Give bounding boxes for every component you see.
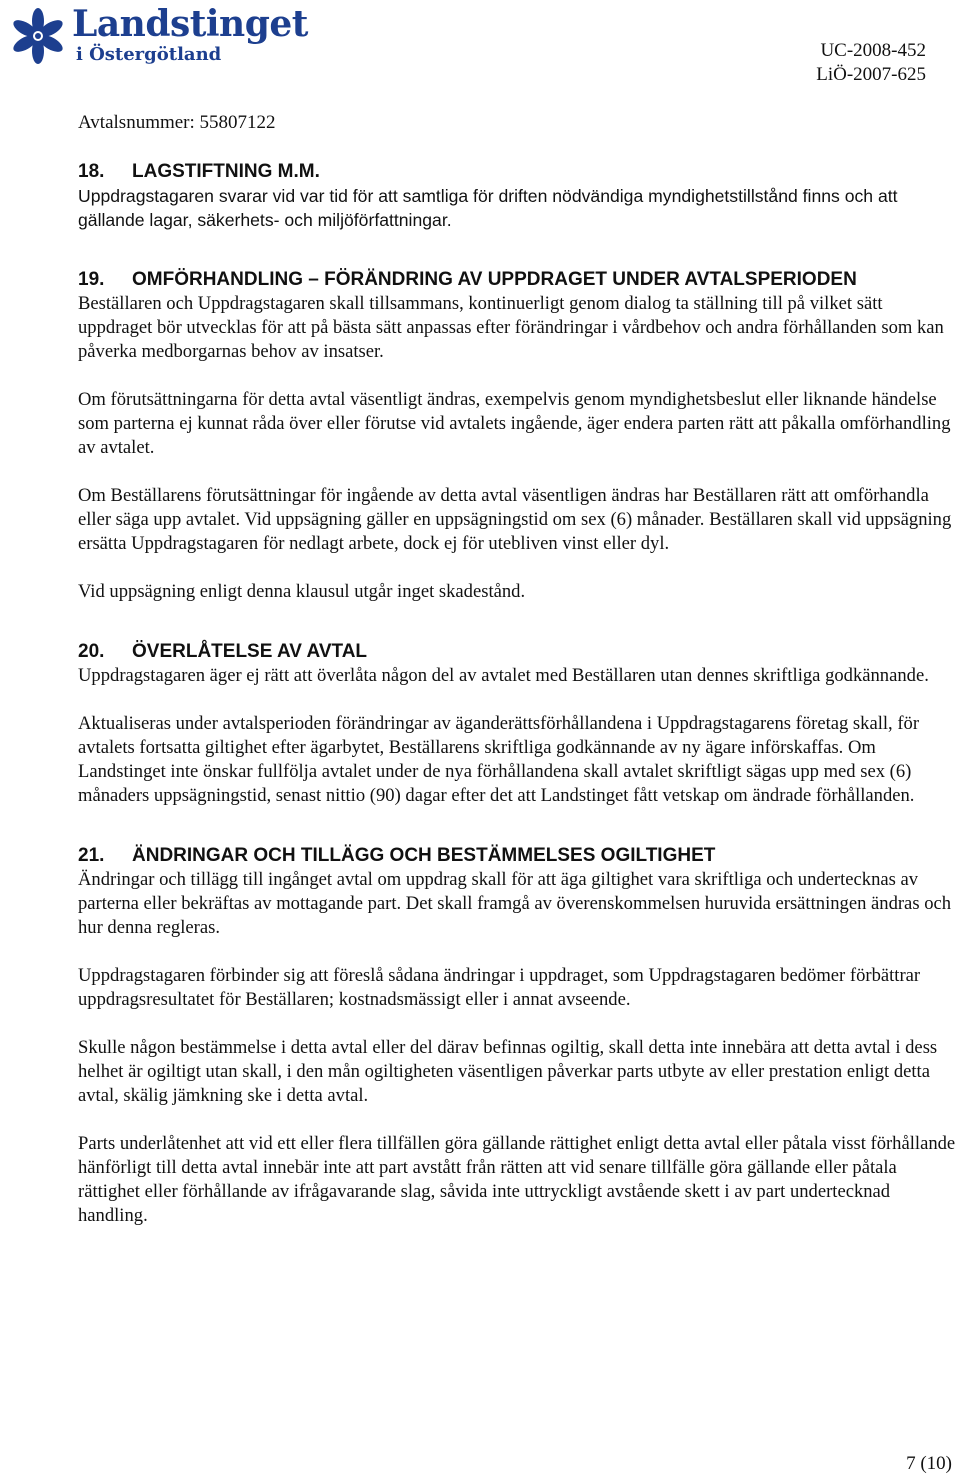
section-heading — [78, 160, 958, 184]
logo-subtext: i Östergötland — [76, 44, 222, 65]
section-number: 18. — [78, 161, 105, 182]
reference-number-2: LiÖ-2007-625 — [816, 64, 926, 85]
reference-number-1: UC-2008-452 — [820, 40, 926, 61]
paragraph: Aktualiseras under avtalsperioden förändringar av äganderättsförhållandena i Uppdragstagarens företag skall, för avtalets fortsatta giltighet efter ägarbytet, Beställarens skriftliga godkännande av ny ägare införskaffas. Om Landstinget inte önskar fullfölja avtalet under de nya förhållandena skall avtalet skriftligt sägas upp med sex (6) månaders uppsägningstid, senast nittio (90) dagar efter det att Landstinget fått vetskap om ändrade förhållanden. — [78, 713, 920, 806]
section-20 — [78, 640, 958, 808]
section-title: ÖVERLÅTELSE AV AVTAL — [132, 641, 368, 662]
paragraph: Ändringar och tillägg till ingånget avtal om uppdrag skall för att äga giltighet vara skriftliga och undertecknas av parterna eller bekräftas av mottagande part. Det skall framgå av överenskommelsen huruvida ersättningen ändras och hur denna regleras. — [78, 869, 952, 938]
paragraph: Vid uppsägning enligt denna klausul utgår inget skadestånd. — [78, 581, 526, 602]
section-heading — [78, 844, 958, 868]
section-number: 21. — [78, 845, 105, 866]
paragraph: Uppdragstagaren förbinder sig att föreslå sådana ändringar i uppdraget, som Uppdragstagaren bedömer förbättrar uppdragsresultatet för Beställaren; kostnadsmässigt eller i annat avseende. — [78, 965, 921, 1010]
paragraph: Skulle någon bestämmelse i detta avtal eller del därav befinnas ogiltig, skall detta inte innebära att detta avtal i dess helhet är ogiltigt utan skall, i den mån ogiltigheten väsentligen påverkar parts utbyte av eller prestation enligt detta avtal, skälig jämkning ske i detta avtal. — [78, 1037, 938, 1106]
section-number: 20. — [78, 641, 105, 662]
section-number: 19. — [78, 269, 105, 290]
section-18 — [78, 160, 958, 232]
section-title: OMFÖRHANDLING – FÖRÄNDRING AV UPPDRAGET UNDER AVTALSPERIODEN — [132, 269, 857, 290]
page-header — [0, 0, 960, 140]
paragraph: Parts underlåtenhet att vid ett eller flera tillfällen göra gällande rättighet enligt detta avtal eller påtala visst förhållande hänförligt till detta avtal innebär inte att part avstått från rätten att vid senare tillfälle göra gällande eller påtala rättighet eller förhållande av ifrågavarande slag, såvida inte uttryckligt avstående skett i av part undertecknad handling. — [78, 1133, 956, 1226]
section-title: ÄNDRINGAR OCH TILLÄGG OCH BESTÄMMELSES OGILTIGHET — [132, 845, 716, 866]
document-body — [78, 160, 958, 1228]
paragraph: Om Beställarens förutsättningar för ingående av detta avtal väsentligen ändras har Beställaren rätt att omförhandla eller säga upp avtalet. Vid uppsägning gäller en uppsägningstid om sex (6) månader. Beställaren skall vid uppsägning ersätta Uppdragstagaren för nedlagt arbete, dock ej för utebliven vinst eller dyl. — [78, 485, 952, 554]
section-title: LAGSTIFTNING M.M. — [132, 161, 320, 182]
section-21 — [78, 844, 958, 1228]
page-number: 7 (10) — [906, 1453, 952, 1474]
paragraph: Beställaren och Uppdragstagaren skall tillsammans, kontinuerligt genom dialog ta ställning till på vilket sätt uppdraget bör utvecklas för att på bästa sätt anpassas efter förändringar i vårdbehov och andra förhållanden som kan påverka medborgarnas behov av insatser. — [78, 293, 944, 362]
section-heading — [78, 268, 958, 292]
paragraph: Uppdragstagaren svarar vid var tid för att samtliga för driften nödvändiga myndighetstillstånd finns och att gällande lagar, säkerhets- och miljöförfattningar. — [78, 186, 898, 230]
emblem-icon — [8, 4, 68, 68]
contract-number: Avtalsnummer: 55807122 — [78, 112, 276, 133]
paragraph: Uppdragstagaren äger ej rätt att överlåta någon del av avtalet med Beställaren utan dennes skriftliga godkännande. — [78, 665, 929, 686]
paragraph: Om förutsättningarna för detta avtal väsentligt ändras, exempelvis genom myndighetsbeslut eller liknande händelse som parterna ej kunnat råda över eller förutse vid avtalets ingående, äger endera parten rätt att påkalla omförhandling av avtalet. — [78, 389, 951, 458]
section-19 — [78, 268, 958, 604]
logo-wordmark: Landstinget — [72, 3, 308, 45]
section-heading — [78, 640, 958, 664]
landstinget-logo — [8, 3, 308, 70]
